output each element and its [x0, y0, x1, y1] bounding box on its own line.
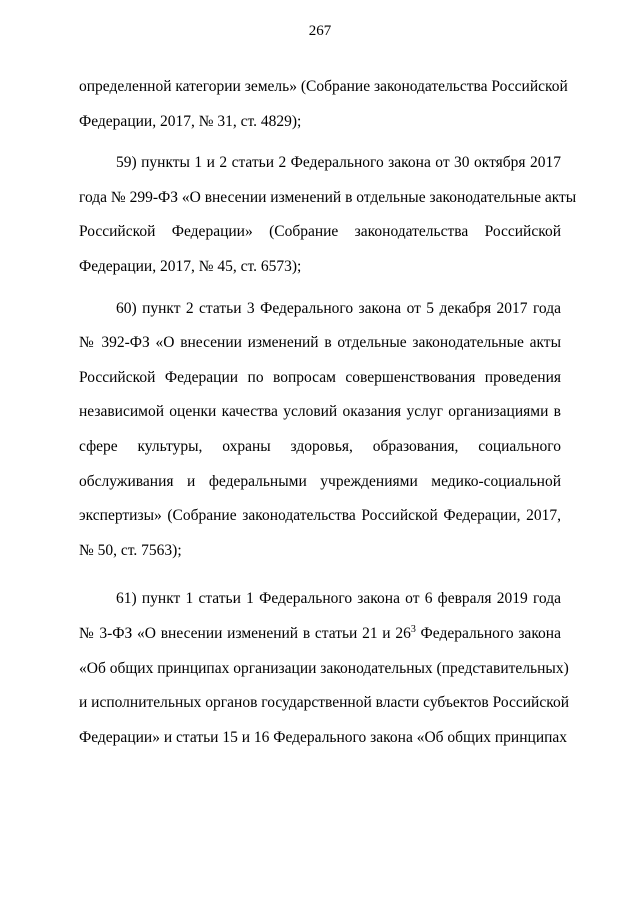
- text-line: [79, 499, 561, 534]
- line-text: и исполнительных органов государственной власти субъектов Российской: [79, 694, 570, 712]
- text-line: [79, 146, 561, 181]
- text-line: [79, 652, 569, 687]
- line-text: 60) пункт 2 статьи 3 Федерального закона от 5 декабря 2017 года: [116, 299, 561, 317]
- line-text: определенной категории земель» (Собрание законодательства Российской: [79, 78, 568, 95]
- body-text: [79, 70, 577, 755]
- line-text: обслуживания и федеральными учреждениями медико-социальной: [79, 472, 561, 490]
- text-line: [79, 534, 561, 569]
- text-line: [79, 181, 577, 216]
- line-text: 59) пункты 1 и 2 статьи 2 Федерального закона от 30 октября 2017: [116, 154, 561, 172]
- text-line: [79, 215, 561, 250]
- text-line: [79, 617, 561, 652]
- text-line: [79, 250, 561, 285]
- text-line: [79, 292, 561, 327]
- paragraph-gap: [79, 568, 561, 582]
- text-line: [79, 465, 561, 500]
- line-text-continued: Федерального закона: [415, 624, 561, 642]
- line-text: экспертизы» (Собрание законодательства Российской Федерации, 2017,: [79, 507, 561, 525]
- text-line: [79, 721, 568, 756]
- line-text: Федерации» и статьи 15 и 16 Федерального закона «Об общих принципах: [79, 728, 568, 746]
- text-line: [79, 686, 570, 721]
- line-text: 61) пункт 1 статьи 1 Федерального закона от 6 февраля 2019 года: [116, 590, 561, 608]
- page-number: 267: [308, 23, 332, 39]
- superscript: 3: [410, 623, 416, 635]
- text-line: [79, 395, 561, 430]
- line-text: независимой оценки качества условий оказания услуг организациями в: [79, 403, 561, 421]
- line-text: № 392-ФЗ «О внесении изменений в отдельные законодательные акты: [79, 334, 561, 352]
- text-line: [79, 105, 561, 140]
- line-text: Российской Федерации» (Собрание законодательства Российской: [79, 223, 561, 241]
- line-text: Федерации, 2017, № 45, ст. 6573);: [79, 257, 302, 275]
- line-text: года № 299-ФЗ «О внесении изменений в отдельные законодательные акты: [79, 188, 577, 206]
- text-line: [79, 326, 561, 361]
- line-text: Российской Федерации по вопросам совершенствования проведения: [79, 368, 561, 386]
- line-text: № 3-ФЗ «О внесении изменений в статьи 21 и 26: [79, 624, 411, 642]
- line-text: № 50, ст. 7563);: [79, 541, 182, 559]
- line-text: «Об общих принципах организации законодательных (представительных): [79, 659, 569, 677]
- line-text: сфере культуры, охраны здоровья, образования, социального: [79, 437, 561, 455]
- paragraph-gap: [79, 285, 561, 292]
- paragraph-gap: [79, 139, 561, 146]
- text-line: [79, 582, 561, 617]
- text-line: [79, 361, 561, 396]
- text-line: [79, 70, 568, 105]
- line-text: Федерации, 2017, № 31, ст. 4829);: [79, 112, 302, 130]
- text-line: [79, 430, 561, 465]
